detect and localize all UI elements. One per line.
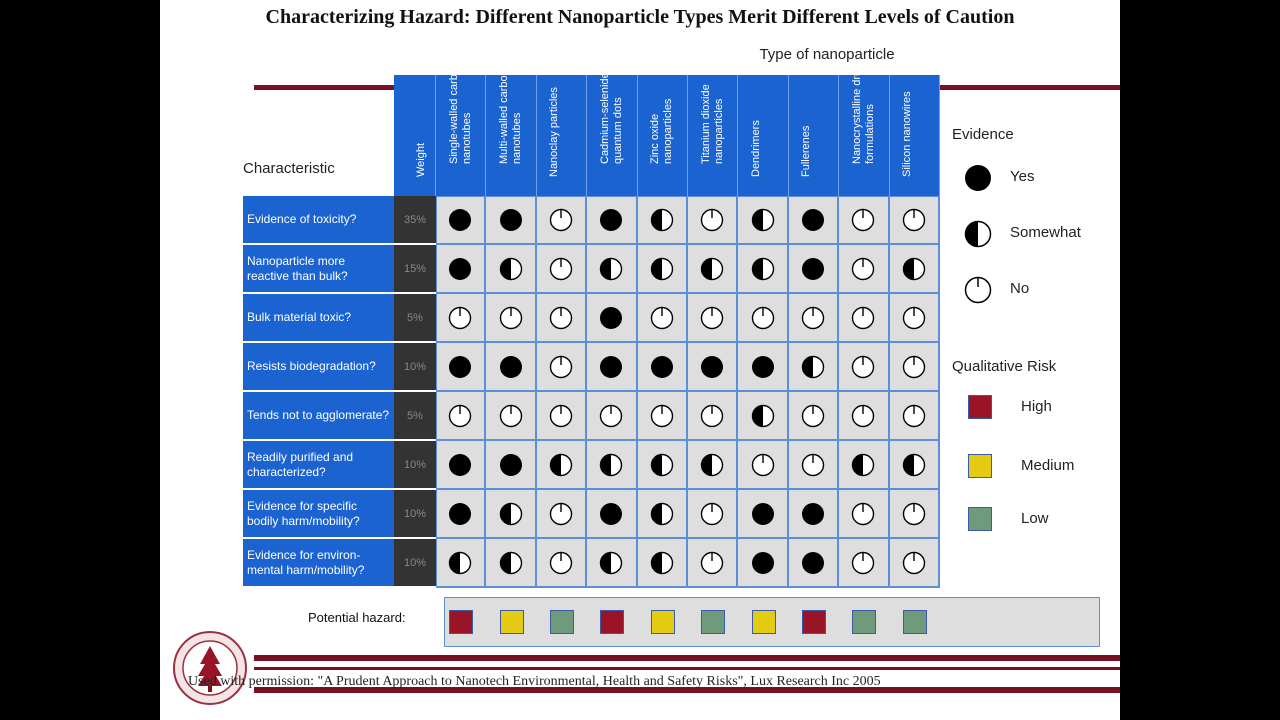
evidence-no-icon [549,404,573,428]
column-header-label: Zinc oxide nanoparticles [649,98,675,164]
evidence-no-icon [902,551,926,575]
column-header [638,75,688,196]
matrix-cell [839,490,889,539]
matrix-cell [688,245,738,294]
evidence-somewhat-icon [650,453,674,477]
matrix-cell [537,294,587,343]
matrix-cell [738,294,788,343]
matrix-cell [638,343,688,392]
evidence-no-icon [700,404,724,428]
matrix-cell [537,245,587,294]
row-label: Nanoparticle more reactive than bulk? [243,245,394,294]
column-header-label: Multi-walled carbon nanotubes [498,69,524,164]
evidence-somewhat-icon [599,551,623,575]
matrix-cell [890,441,940,490]
evidence-somewhat-icon [700,453,724,477]
evidence-yes-icon [448,355,472,379]
matrix-cell [587,490,637,539]
evidence-yes-icon [801,257,825,281]
matrix-cell [587,441,637,490]
matrix-cell [486,245,536,294]
evidence-no-icon [801,453,825,477]
hazard-low-swatch [852,610,876,634]
matrix-cell [839,441,889,490]
evidence-somewhat-icon [801,355,825,379]
column-header-label: Titanium dioxide nanoparticles [699,84,725,164]
row-label: Evidence for environ-mental harm/mobility? [243,539,394,588]
matrix-cell [688,539,738,588]
matrix-cell [436,343,486,392]
matrix-cell [436,441,486,490]
column-header [789,75,839,196]
evidence-no-icon [902,355,926,379]
matrix-cell [537,441,587,490]
evidence-yes-icon [801,502,825,526]
evidence-yes-icon [650,355,674,379]
matrix-cell [436,490,486,539]
row-weight: 10% [394,539,436,588]
matrix-cell [890,490,940,539]
matrix-cell [890,294,940,343]
matrix-cell [486,441,536,490]
evidence-no-icon [851,355,875,379]
matrix-cell [890,392,940,441]
weight-header [394,75,436,196]
slide-title: Characterizing Hazard: Different Nanoparticle Types Merit Different Levels of Caution [265,6,1015,28]
legend-risk-title: Qualitative Risk [952,358,1057,375]
evidence-no-icon [851,257,875,281]
evidence-no-icon [549,355,573,379]
column-header-label: Single-walled carbon nanotubes [447,61,473,164]
row-label: Evidence for specific bodily harm/mobility? [243,490,394,539]
matrix-cell [890,343,940,392]
matrix-cell [688,441,738,490]
row-weight: 10% [394,490,436,539]
bottom-rule-2 [254,667,1120,670]
evidence-somewhat-icon [650,502,674,526]
matrix-cell [587,343,637,392]
row-weight: 10% [394,343,436,392]
hazard-low-swatch [903,610,927,634]
evidence-yes-icon [801,551,825,575]
evidence-yes-icon [599,355,623,379]
legend-yes-icon [964,164,992,192]
hazard-medium-swatch [752,610,776,634]
matrix-cell [738,343,788,392]
matrix-cell [587,294,637,343]
matrix-cell [436,539,486,588]
evidence-no-icon [851,404,875,428]
evidence-somewhat-icon [902,453,926,477]
matrix-cell [839,539,889,588]
evidence-somewhat-icon [499,502,523,526]
evidence-no-icon [448,306,472,330]
evidence-no-icon [902,208,926,232]
evidence-yes-icon [448,453,472,477]
matrix-cell [839,392,889,441]
evidence-no-icon [599,404,623,428]
evidence-somewhat-icon [549,453,573,477]
matrix-cell [890,245,940,294]
column-header [688,75,738,196]
row-label: Readily purified and characterized? [243,441,394,490]
evidence-yes-icon [751,502,775,526]
matrix-cell [486,343,536,392]
evidence-yes-icon [499,453,523,477]
matrix-cell [688,343,738,392]
university-seal-icon [172,630,248,706]
matrix-cell [486,539,536,588]
evidence-yes-icon [751,355,775,379]
column-header [839,63,889,196]
legend-low-swatch [968,507,992,531]
evidence-no-icon [700,551,724,575]
matrix-cell [789,245,839,294]
evidence-no-icon [448,404,472,428]
legend-high-label: High [1021,398,1052,415]
matrix-cell [738,490,788,539]
evidence-yes-icon [448,257,472,281]
column-header [486,69,536,196]
matrix-cell [839,245,889,294]
matrix-cell [638,294,688,343]
matrix-cell [839,196,889,245]
evidence-no-icon [851,208,875,232]
evidence-somewhat-icon [700,257,724,281]
evidence-yes-icon [499,208,523,232]
hazard-high-swatch [449,610,473,634]
legend-no-label: No [1010,280,1030,297]
evidence-somewhat-icon [650,551,674,575]
evidence-yes-icon [499,355,523,379]
legend-somewhat-label: Somewhat [1010,224,1081,241]
legend-evidence-title: Evidence [952,126,1014,143]
evidence-yes-icon [448,208,472,232]
column-header-label: Cadmium-selenide quantum dots [598,72,624,164]
matrix-cell [789,392,839,441]
matrix-cell [537,539,587,588]
evidence-yes-icon [751,551,775,575]
column-header-label: Nanocrystalline drug formulations [850,63,876,164]
legend-high-swatch [968,395,992,419]
evidence-no-icon [549,306,573,330]
matrix-cell [738,196,788,245]
matrix-cell [738,441,788,490]
matrix-cell [638,490,688,539]
evidence-somewhat-icon [902,257,926,281]
evidence-no-icon [851,502,875,526]
evidence-no-icon [751,453,775,477]
matrix-cell [789,490,839,539]
matrix-cell [587,392,637,441]
evidence-no-icon [499,404,523,428]
hazard-high-swatch [802,610,826,634]
column-header-label: Nanoclay particles [548,87,561,177]
hazard-low-swatch [550,610,574,634]
row-weight: 5% [394,294,436,343]
matrix-cell [789,441,839,490]
legend-medium-swatch [968,454,992,478]
matrix-cell [638,392,688,441]
hazard-medium-swatch [651,610,675,634]
legend-no-icon [964,276,992,304]
evidence-somewhat-icon [650,257,674,281]
evidence-somewhat-icon [751,404,775,428]
matrix-cell [587,196,637,245]
column-header [587,72,637,196]
legend-low-label: Low [1021,510,1049,527]
matrix-cell [436,294,486,343]
matrix-cell [638,196,688,245]
bottom-rule-1 [254,655,1120,661]
matrix-cell [839,343,889,392]
column-header [537,75,587,196]
hazard-high-swatch [600,610,624,634]
evidence-somewhat-icon [448,551,472,575]
matrix-cell [738,392,788,441]
evidence-somewhat-icon [599,453,623,477]
matrix-cell [537,343,587,392]
matrix-cell [587,539,637,588]
evidence-yes-icon [599,502,623,526]
column-header-label: Fullerenes [800,125,813,177]
evidence-somewhat-icon [499,551,523,575]
column-header [890,75,940,196]
matrix-cell [688,196,738,245]
row-weight: 10% [394,441,436,490]
evidence-somewhat-icon [599,257,623,281]
matrix-cell [486,196,536,245]
evidence-no-icon [499,306,523,330]
evidence-somewhat-icon [650,208,674,232]
column-header [738,75,788,196]
matrix-cell [486,294,536,343]
column-header [436,61,486,196]
column-header-label: Dendrimers [750,120,763,177]
matrix-cell [789,294,839,343]
matrix-cell [738,245,788,294]
row-weight: 5% [394,392,436,441]
weight-header-label: Weight [414,142,427,177]
matrix-cell [638,245,688,294]
evidence-no-icon [549,208,573,232]
matrix-cell [436,245,486,294]
potential-hazard-label: Potential hazard: [308,610,406,625]
legend-yes-label: Yes [1010,168,1035,185]
evidence-yes-icon [448,502,472,526]
matrix-cell [638,441,688,490]
hazard-low-swatch [701,610,725,634]
evidence-no-icon [700,502,724,526]
matrix-cell [890,196,940,245]
matrix-cell [587,245,637,294]
row-label: Resists biodegradation? [243,343,394,392]
evidence-no-icon [700,208,724,232]
matrix-cell [839,294,889,343]
evidence-no-icon [650,306,674,330]
row-label: Bulk material toxic? [243,294,394,343]
evidence-somewhat-icon [499,257,523,281]
matrix-cell [537,490,587,539]
hazard-medium-swatch [500,610,524,634]
evidence-somewhat-icon [851,453,875,477]
evidence-somewhat-icon [751,208,775,232]
evidence-no-icon [650,404,674,428]
evidence-no-icon [700,306,724,330]
evidence-no-icon [549,502,573,526]
evidence-no-icon [549,551,573,575]
matrix-cell [688,392,738,441]
evidence-no-icon [549,257,573,281]
slide [160,0,1120,720]
matrix-cell [486,392,536,441]
row-weight: 15% [394,245,436,294]
evidence-somewhat-icon [751,257,775,281]
legend-somewhat-icon [964,220,992,248]
matrix-cell [537,196,587,245]
evidence-yes-icon [801,208,825,232]
matrix-cell [789,343,839,392]
legend-medium-label: Medium [1021,457,1075,474]
evidence-no-icon [801,306,825,330]
matrix-cell [688,294,738,343]
evidence-no-icon [902,306,926,330]
characteristic-header: Characteristic [243,160,335,177]
matrix-cell [789,539,839,588]
row-label: Tends not to agglomerate? [243,392,394,441]
evidence-yes-icon [599,208,623,232]
evidence-no-icon [801,404,825,428]
matrix-cell [688,490,738,539]
evidence-yes-icon [700,355,724,379]
row-label: Evidence of toxicity? [243,196,394,245]
matrix-cell [436,196,486,245]
matrix-cell [486,490,536,539]
matrix-cell [789,196,839,245]
evidence-yes-icon [599,306,623,330]
column-header-label: Silicon nanowires [901,91,914,177]
evidence-no-icon [751,306,775,330]
matrix-cell [537,392,587,441]
column-group-title: Type of nanoparticle [759,46,895,63]
evidence-no-icon [851,306,875,330]
footer-credit: Used with permission: "A Prudent Approach to Nanotech Environmental, Health and Safety Risks", Lux Research Inc 2005 [188,674,881,689]
matrix-cell [436,392,486,441]
matrix-cell [890,539,940,588]
evidence-no-icon [902,502,926,526]
evidence-no-icon [851,551,875,575]
evidence-no-icon [902,404,926,428]
matrix-cell [638,539,688,588]
matrix-cell [738,539,788,588]
row-weight: 35% [394,196,436,245]
